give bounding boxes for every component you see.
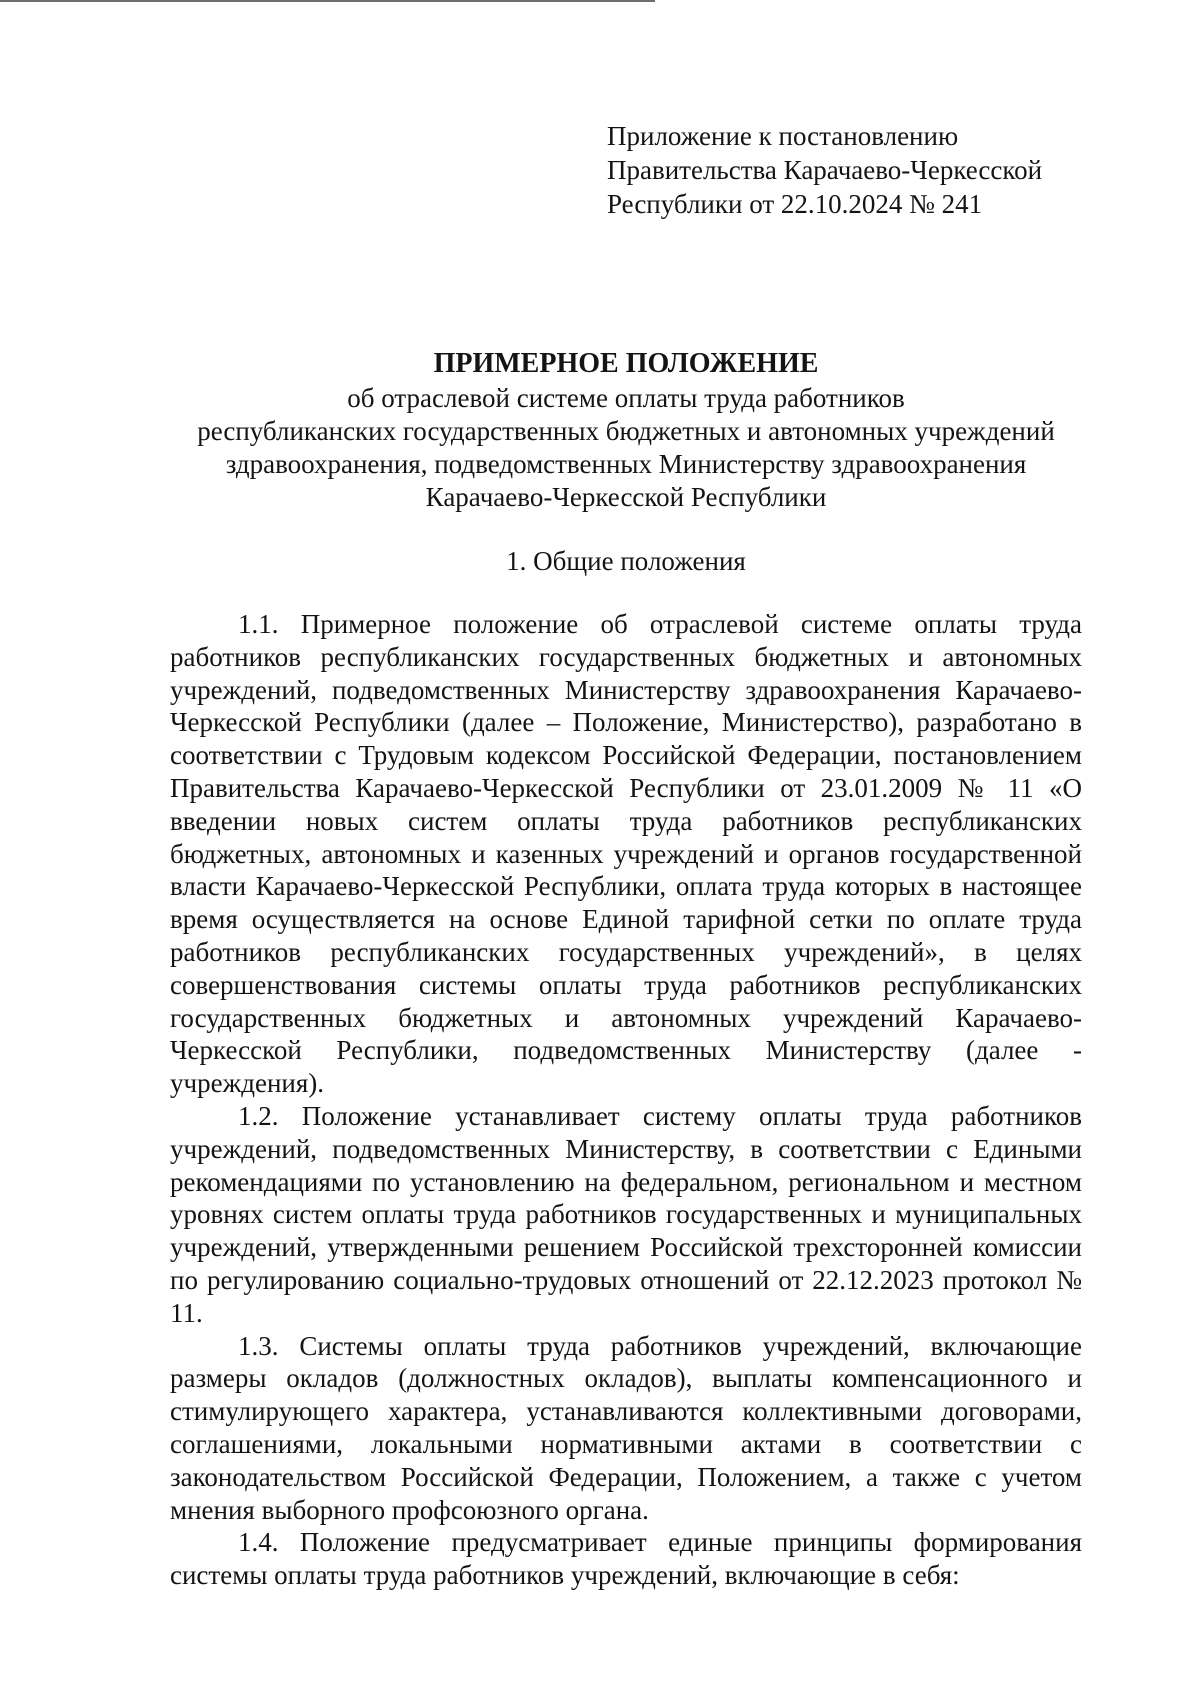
document-subtitle-line: об отраслевой системе оплаты труда работников [347,383,905,413]
approval-header [607,119,1147,221]
document-subtitle-line: Карачаево-Черкесской Республики [425,482,827,512]
section-body [170,608,1082,1592]
scan-top-rule [0,0,655,2]
approval-header-line: Правительства Карачаево-Черкесской [607,155,1043,185]
approval-header-line: Приложение к постановлению [607,121,959,151]
document-title [170,346,1082,514]
paragraph-1-4: 1.4. Положение предусматривает единые принципы формирования системы оплаты труда работников учреждений, включающие в себя: [170,1527,1082,1591]
document-subtitle-line: республиканских государственных бюджетных и автономных учреждений [197,416,1055,446]
paragraph-1-1: 1.1. Примерное положение об отраслевой системе оплаты труда работников республиканских государственных бюджетных и автономных учреждений, подведомственных Министерству здравоохранения Карачаево-Черкесской Республики (далее – Положение, Министерство), разработано в соответствии с Трудовым кодексом Российской Федерации, постановлением Правительства Карачаево-Черкесской Республики от 23.01.2009 № 11 «О введении новых систем оплаты труда работников республиканских бюджетных, автономных и казенных учреждений и органов государственной власти Карачаево-Черкесской Республики, оплата труда которых в настоящее время осуществляется на основе Единой тарифной сетки по оплате труда работников республиканских государственных учреждений», в целях совершенствования системы оплаты труда работников республиканских государственных бюджетных и автономных учреждений Карачаево-Черкесской Республики, подведомственных Министерству (далее - учреждения). [170,609,1082,1099]
document-subtitle-line: здравоохранения, подведомственных Министерству здравоохранения [225,449,1027,479]
section-heading: 1. Общие положения [506,546,746,576]
document-title-main: ПРИМЕРНОЕ ПОЛОЖЕНИЕ [433,348,819,379]
approval-header-line: Республики от 22.10.2024 № 241 [607,189,983,219]
paragraph-1-3: 1.3. Системы оплаты труда работников учреждений, включающие размеры окладов (должностных окладов), выплаты компенсационного и стимулирующего характера, устанавливаются коллективными договорами, соглашениями, локальными нормативными актами в соответствии с законодательством Российской Федерации, Положением, а также с учетом мнения выборного профсоюзного органа. [170,1330,1082,1525]
paragraph-1-2: 1.2. Положение устанавливает систему оплаты труда работников учреждений, подведомственных Министерству, в соответствии с Едиными рекомендациями по установлению на федеральном, региональном и местном уровнях систем оплаты труда работников государственных и муниципальных учреждений, утвержденными решением Российской трехсторонней комиссии по регулированию социально-трудовых отношений от 22.12.2023 протокол № 11. [170,1100,1082,1328]
